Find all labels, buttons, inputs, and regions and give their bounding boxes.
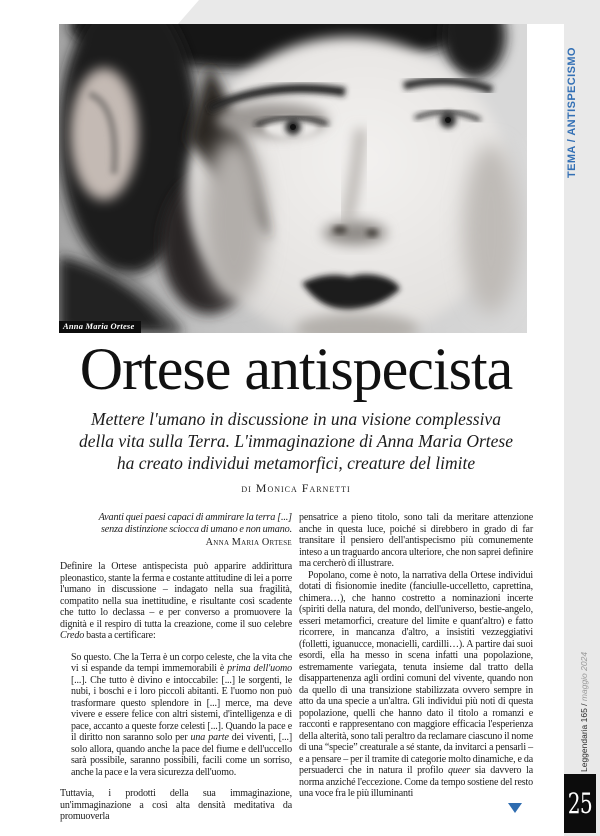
continuation-triangle-icon xyxy=(508,803,522,813)
body-column-left xyxy=(60,512,292,823)
body-paragraph: pensatrice a pieno titolo, sono tali da meritare attenzione anche in questa luce, poiché si direbbero in grado di far transitare il pensiero dell'antispecismo più comunemente inteso a un traguardo ancora ulteriore, che non saprei definire ma cercherò di illustrare. xyxy=(299,512,533,569)
epigraph-line: Avanti quei paesi capaci di ammirare la terra [...] xyxy=(98,512,292,523)
body-column-right xyxy=(299,512,533,800)
byline: di Monica Farnetti xyxy=(241,481,351,495)
block-quote: So questo. Che la Terra è un corpo celeste, che la vita che vi si espande da tempi immemorabili è prima dell'uomo [...]. Che tutto è divino e intoccabile: [...] le sorgenti, le nubi, i boschi e i loro piccoli abitanti. E l'uomo non può trasformare questo splendore in [...] merce, ma deve vivere e essere felice con altri sistemi, d'intelligenza e di pace, accanto a queste forze celesti [...]. Quando la pace e il diritto non saranno solo per una parte dei viventi, [...] solo allora, quando anche la pace del fiume e dell'uccello sarà possibile, saranno possibili, facili come un sorriso, anche la pace e la vera sicurezza dell'uomo. xyxy=(71,651,292,778)
journal-name: Leggendaria 165 / xyxy=(579,701,589,772)
portrait-photo-illustration xyxy=(59,24,527,333)
body-paragraph: Tuttavia, i prodotti della sua immaginazione, un'immaginazione a così alta densità meditativa da promuoverla xyxy=(60,788,292,823)
standfirst-line: Mettere l'umano in discussione in una visione complessiva xyxy=(91,409,501,429)
body-paragraph: Definire la Ortese antispecista può apparire addirittura pleonastico, stante la ferma e costante attitudine di lei a porre l'umano in discussione – indagato nella sua fragilità, compatito nella sua inettitudine, e risultante così scadente che tutto lo declassa – e per converso a promuovere la dignità e il respiro di tutta la creazione, come il suo celebre Credo basta a certificare: xyxy=(60,561,292,642)
portrait-photo xyxy=(59,24,527,333)
section-label: TEMA / ANTISPECISMO xyxy=(566,47,578,178)
standfirst-line: della vita sulla Terra. L'immaginazione di Anna Maria Ortese xyxy=(79,431,513,451)
standfirst-line: ha creato individui metamorfici, creature del limite xyxy=(116,453,476,473)
epigraph-line: senza distinzione sciocca di umano e non umano. xyxy=(100,524,292,536)
top-gray-band xyxy=(0,0,600,24)
standfirst xyxy=(48,408,544,474)
page-number-box xyxy=(564,774,596,833)
photo-caption: Anna Maria Ortese xyxy=(59,321,141,333)
page-number: 25 xyxy=(567,787,593,820)
epigraph-attribution: Anna Maria Ortese xyxy=(205,536,292,548)
epigraph xyxy=(60,512,292,549)
journal-footer-label xyxy=(579,652,589,772)
body-paragraph: Popolano, come è noto, la narrativa della Ortese individui dotati di fisionomie inedite (fanciulle-uccelletto, caprettina, chimera…), che hanno costretto a nominazioni incerte (spiriti della natura, del mondo, dell'universo, bestie-angelo, esseri metamorfici, creature del limite e quant'altro) e fatto ricorrere, in mancanza d'altro, a insistiti vezzeggiativi (folletti, iguanucce, monacielli, cardilli…). A partire dai suoi esordi, ella ha messo in scena infatti una popolazione, estremamente variegata, tenuta insieme dal tratto della disappartenenza agli ordini comuni del vivente, quando non da quello di una transizione stabilizzata ovvero sempre in atto da una specie a un'altra. Gli individui più noti di questa popolazione, quelli che hanno dato il titolo a romanzi e racconti e rappresentano con maggiore efficacia l'esperienza della alterità, sono tali peraltro da reclamare ciascuno il nome di una “specie” creaturale a sé stante, da invitarci a pensarli – e a pensare – per il tramite di categorie molto dinamiche, e da persuaderci che in natura il profilo queer sia davvero la norma anziché l'eccezione. Come da tempo sostiene del resto una voce fra le più illuminanti xyxy=(299,569,533,799)
article-title: Ortese antispecista xyxy=(79,336,513,402)
issue-date: maggio 2024 xyxy=(579,651,589,702)
